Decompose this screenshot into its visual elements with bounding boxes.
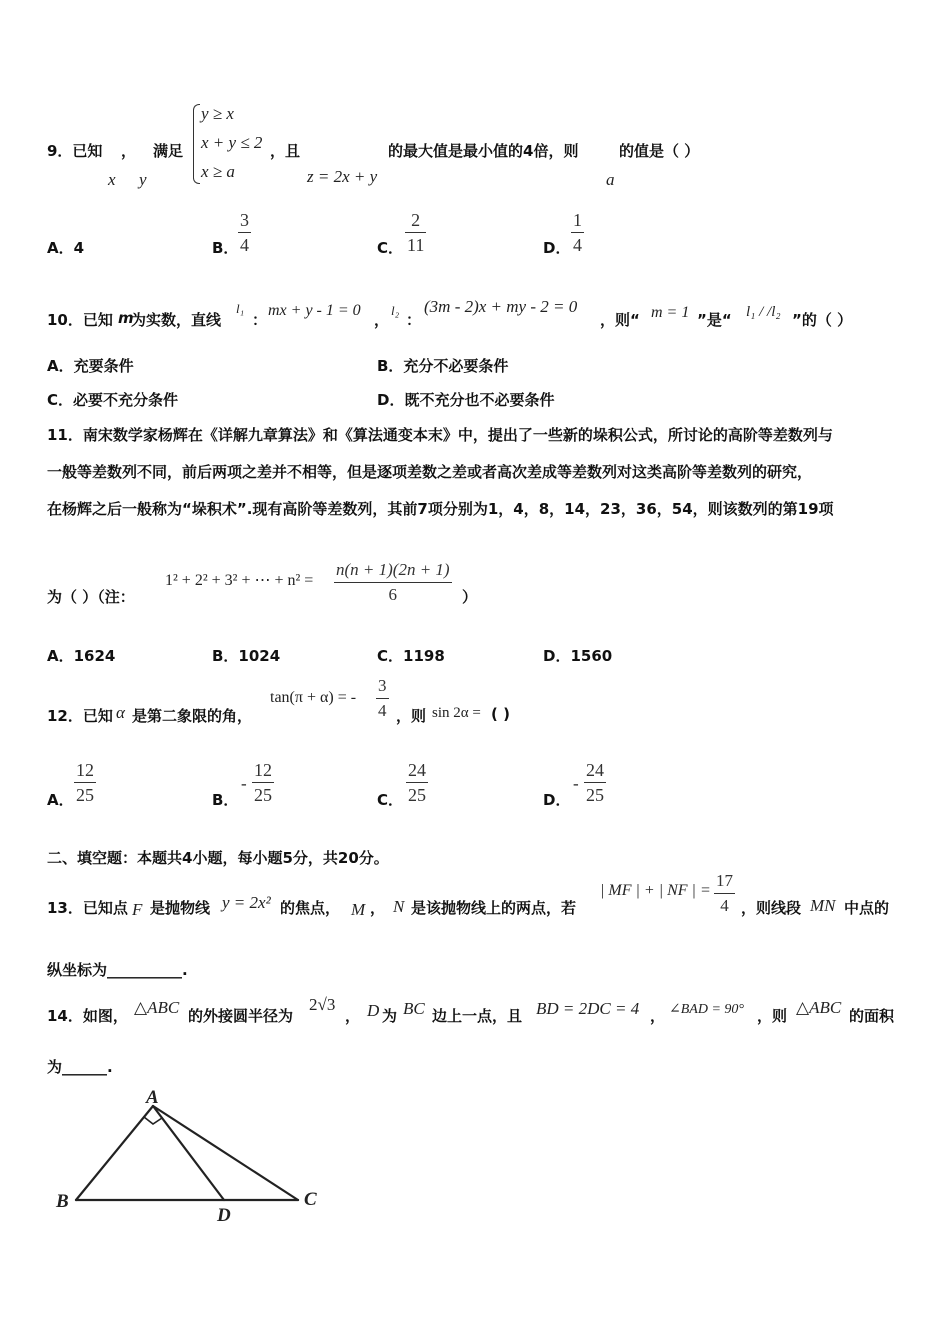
q12-option-d-sign: -	[573, 774, 579, 793]
q12-option-c-fraction: 24 25	[408, 760, 426, 805]
q12-option-c-label: C．	[377, 791, 404, 809]
q9-option-b-fraction: 3 4	[240, 210, 249, 255]
q13-condition-fraction: 17 4	[716, 871, 733, 915]
figure-side-ac	[153, 1106, 298, 1200]
q9-system-line3: x ≥ a	[201, 162, 235, 181]
q11-option-b: B．1024	[212, 647, 281, 665]
q12-sin-expression: sin 2α =	[432, 705, 481, 721]
q11-line4-end: ）	[462, 588, 478, 606]
q10-condition-m: m = 1	[651, 304, 690, 321]
figure-right-angle-mark	[144, 1117, 162, 1124]
q10-option-b: B．充分不必要条件	[377, 357, 509, 375]
q14-line2: 为______.	[47, 1058, 113, 1076]
q9-system-line2: x + y ≤ 2	[201, 133, 263, 152]
q14-triangle-1: △ABC	[134, 998, 180, 1017]
q13-lead: 13．已知点	[47, 899, 128, 917]
q10-option-c: C．必要不充分条件	[47, 391, 179, 409]
q9-system-line1: y ≥ x	[201, 104, 234, 123]
q14-text2: 为	[382, 1007, 398, 1025]
q10-option-a: A．充要条件	[47, 357, 134, 375]
q11-line3: 在杨辉之后一般称为“垛积术”.现有高阶等差数列，其前7项分别为1，4，8，14，23，36，54，则该数列的第19项	[47, 500, 834, 518]
q14-angle: ∠BAD = 90°	[669, 1002, 744, 1017]
q10-comma: ，	[374, 311, 390, 329]
q13-F: F	[132, 900, 143, 919]
q10-l1: l₁	[236, 301, 245, 316]
q9-var-y: y	[139, 170, 147, 189]
q9-text2: 的最大值是最小值的4倍，则	[388, 142, 579, 160]
section-2-heading: 二、填空题：本题共4小题，每小题5分，共20分。	[47, 849, 389, 867]
q9-var-x: x	[108, 170, 116, 189]
q9-var-a: a	[606, 170, 615, 189]
q13-comma: ，	[370, 899, 386, 917]
q13-MN: MN	[810, 896, 836, 915]
q13-line2: 纵坐标为__________.	[47, 961, 188, 979]
q14-lead: 14．如图，	[47, 1007, 128, 1025]
q10-colon2: ：	[406, 311, 422, 329]
q13-parabola: y = 2x²	[222, 893, 271, 912]
q9-option-d-label: D．	[543, 239, 571, 257]
figure-side-ab	[76, 1106, 153, 1200]
q10-line1-equation: mx + y - 1 = 0	[268, 302, 361, 319]
q12-option-a-fraction: 12 25	[76, 760, 94, 805]
q14-text4: ，则	[757, 1007, 788, 1025]
figure-label-c: C	[304, 1189, 317, 1210]
q9-and: ，且	[270, 142, 301, 160]
q12-option-a-label: A．	[47, 791, 74, 809]
q9-option-b-label: B．	[212, 239, 239, 257]
q10-l2: l₂	[391, 303, 400, 318]
q12-option-b-label: B．	[212, 791, 239, 809]
q9-option-c-label: C．	[377, 239, 404, 257]
q12-tan-left: tan(π + α) = -	[270, 689, 357, 706]
q10-text4: ”的（ ）	[792, 311, 853, 329]
q14-equation: BD = 2DC = 4	[536, 999, 640, 1018]
q9-text3: 的值是（ ）	[619, 142, 700, 160]
q9-comma: ，	[121, 142, 137, 160]
q11-line4-lead: 为（ ）（注：	[47, 588, 135, 606]
q9-lead: 9．已知	[47, 142, 103, 160]
q12-text1: 是第二象限的角，	[132, 707, 253, 725]
q9-z-expression: z = 2x + y	[307, 167, 378, 186]
q10-colon1: ：	[252, 311, 268, 329]
q12-option-b-sign: -	[241, 774, 247, 793]
q13-text3: 是该抛物线上的两点，若	[411, 899, 577, 917]
q9-option-c-fraction: 2 11	[407, 210, 425, 255]
q11-option-a: A．1624	[47, 647, 116, 665]
q13-condition: | MF | + | NF | =	[600, 882, 711, 899]
q13-N: N	[393, 897, 405, 916]
q14-text3: 边上一点，且	[432, 1007, 523, 1025]
q14-triangle-2: △ABC	[796, 998, 842, 1017]
figure-label-d: D	[217, 1205, 231, 1226]
q13-text5: 中点的	[844, 899, 890, 917]
q14-text5: 的面积	[849, 1007, 895, 1025]
q12-option-b-fraction: 12 25	[254, 760, 272, 805]
q12-alpha: α	[116, 703, 125, 722]
q13-text2: 的焦点，	[280, 899, 341, 917]
q14-D: D	[367, 1001, 380, 1020]
q11-line2: 一般等差数列不同，前后两项之差并不相等，但是逐项差数之差或者高次差成等差数列对这类高阶等差数列的研究，	[47, 463, 813, 481]
q9-system-brace	[193, 104, 200, 184]
q14-text1: 的外接圆半径为	[188, 1007, 294, 1025]
q11-option-d: D．1560	[543, 647, 613, 665]
q13-M: M	[351, 900, 366, 919]
figure-label-b: B	[56, 1191, 69, 1212]
figure-segment-ad	[153, 1106, 224, 1200]
q10-lead: 10．已知	[47, 311, 113, 329]
q14-BC: BC	[403, 999, 425, 1018]
q9-option-d-fraction: 1 4	[573, 210, 582, 255]
q14-comma2: ，	[650, 1007, 666, 1025]
q12-text3: ( )	[491, 705, 510, 723]
q12-tan-fraction: 3 4	[378, 676, 387, 720]
q10-condition-parallel: l₁ / /l₂	[746, 304, 781, 320]
q12-option-d-fraction: 24 25	[586, 760, 604, 805]
q11-formula-fraction: n(n + 1)(2n + 1) 6	[336, 560, 450, 604]
q9-option-a: A．4	[47, 239, 85, 257]
q10-text3: ”是“	[697, 311, 732, 329]
q12-text2: ，则	[396, 707, 427, 725]
q10-text2: ，则“	[600, 311, 640, 329]
q14-triangle-figure	[40, 1085, 340, 1230]
q11-line1: 11．南宋数学家杨辉在《详解九章算法》和《算法通变本末》中，提出了一些新的垛积公式，所讨论的高阶等差数列与	[47, 426, 833, 444]
figure-label-a: A	[146, 1087, 159, 1108]
q10-option-d: D．既不充分也不必要条件	[377, 391, 555, 409]
q10-text1: 为实数，直线	[131, 311, 222, 329]
q13-text1: 是抛物线	[150, 899, 211, 917]
q14-radius: 2√3	[309, 995, 336, 1014]
q9-satisfy: 满足	[153, 142, 184, 160]
q13-text4: ，则线段	[741, 899, 802, 917]
q12-lead: 12．已知	[47, 707, 113, 725]
q11-option-c: C．1198	[377, 647, 445, 665]
q10-line2-equation: (3m - 2)x + my - 2 = 0	[424, 297, 578, 316]
q10-m: m	[118, 309, 134, 327]
q12-option-d-label: D．	[543, 791, 571, 809]
q11-formula-left: 1² + 2² + 3² + ⋯ + n² =	[165, 572, 314, 589]
q14-comma: ，	[345, 1007, 361, 1025]
